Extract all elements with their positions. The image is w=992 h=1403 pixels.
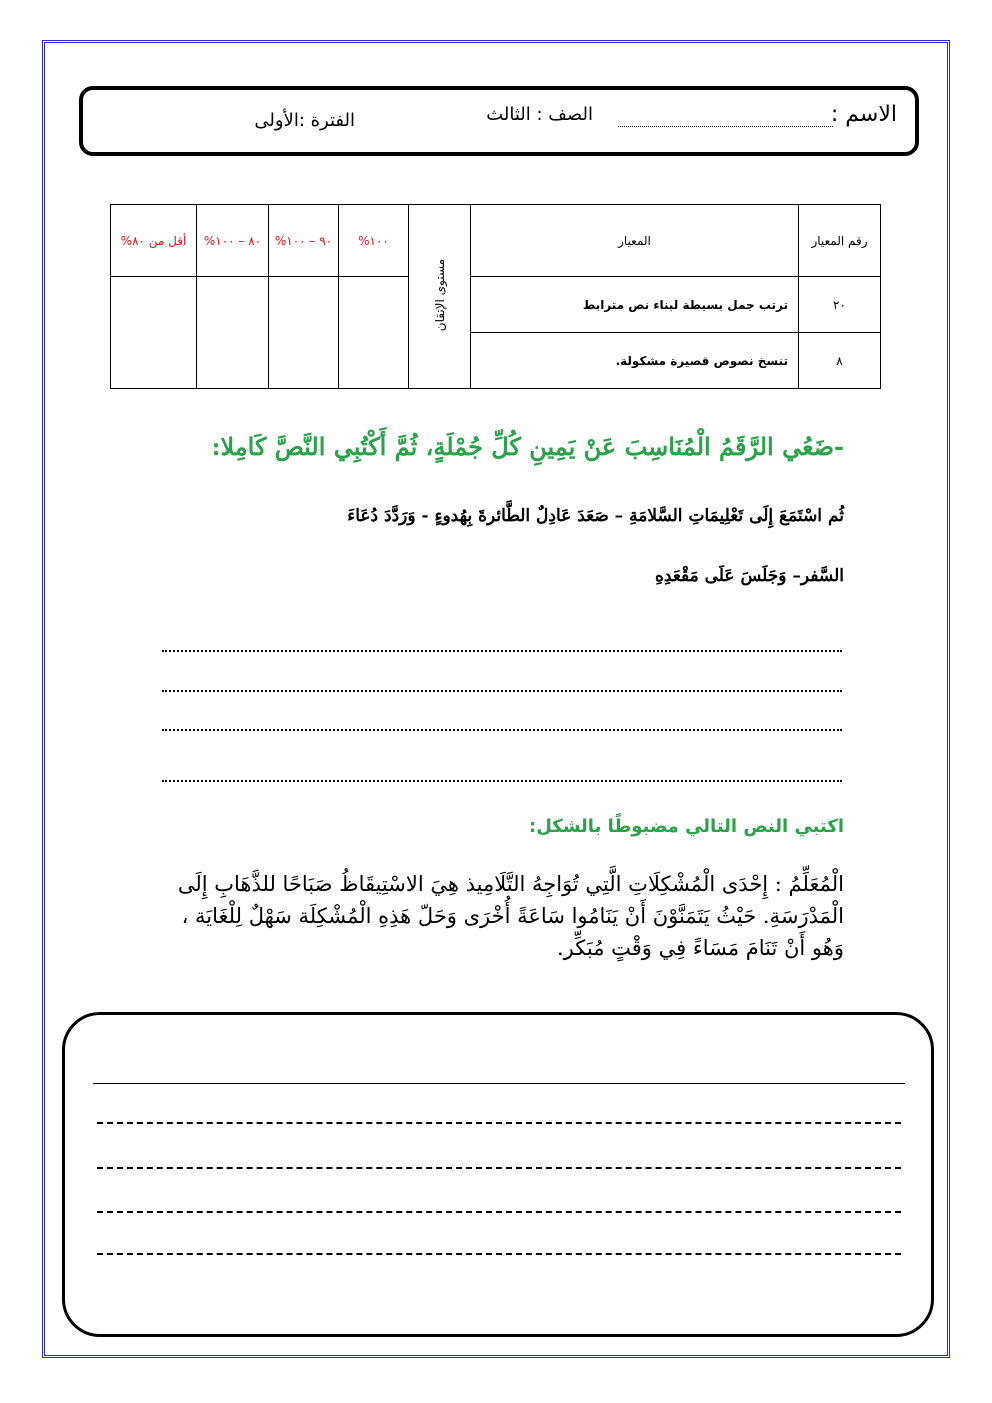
- level-cell[interactable]: [339, 277, 409, 389]
- student-info-box: [79, 86, 919, 156]
- answer-line[interactable]: [162, 729, 842, 731]
- criterion-number: ٨: [799, 333, 881, 389]
- level-cell[interactable]: [111, 277, 197, 389]
- level-cell[interactable]: [197, 277, 269, 389]
- col-level-header: مستوى الإتقان: [409, 205, 471, 389]
- level-90-100: ٩٠ – ١٠٠%: [269, 205, 339, 277]
- writing-box[interactable]: [62, 1012, 934, 1337]
- writing-line[interactable]: [97, 1253, 901, 1255]
- sentences-line-2: السَّفر– وَجَلَسَ عَلَى مَقْعَدِهِ: [654, 566, 844, 586]
- table-row: [111, 277, 881, 333]
- col-criterion-header: المعيار: [471, 205, 799, 277]
- level-100: ١٠٠%: [339, 205, 409, 277]
- exercise1-title: -ضَعُي الرَّقَمُ الْمُنَاسِبَ عَنْ يَمِينِ كُلِّ جُمْلَةٍ، ثُمَّ أَكْتُبِي النَّصَّ كَامِلا:: [211, 432, 844, 461]
- writing-line[interactable]: [97, 1211, 901, 1213]
- level-cell[interactable]: [269, 277, 339, 389]
- name-label: الاسم :: [830, 102, 897, 127]
- criterion-number: ٢٠: [799, 277, 881, 333]
- answer-line[interactable]: [162, 650, 842, 652]
- sentences-line-1: ثُم اسْتَمَعَ إِلَى تَعْلِيمَاتِ السَّلامَةِ – صَعَدَ عَادِلٌ الطَّائرةَ بِهُدوءٍ - وَرَدَّدَ دُعَاءَ: [347, 506, 844, 526]
- term-label: الفترة :الأولى: [254, 110, 355, 131]
- name-field[interactable]: [618, 108, 833, 127]
- writing-line[interactable]: [97, 1122, 901, 1124]
- criteria-table: [110, 204, 881, 389]
- level-80-100: ٨٠ – ١٠٠%: [197, 205, 269, 277]
- answer-line[interactable]: [162, 690, 842, 692]
- exercise2-title: اكتبي النص التالي مضبوطًا بالشكل:: [529, 816, 844, 837]
- passage-text: الْمُعَلِّمُ : إِحْدَى الْمُشْكِلَاتِ الَّتِي تُوَاجِهُ التَّلَامِيذ هِيَ الاسْتِيقَاظُ صَبَاحًا للذَّهَابِ إِلَى الْمَدْرَسَةِ. حَيْثُ يَتَمَنَّوْنَ أَنْ يَنَامُوا سَاعَةً أُخْرَى وَحَلّ هَذِهِ الْمُشْكِلَة سَهْلٌ لِلْغَايَة ، وَهُو أَنْ تَنَامَ مَسَاءً فِي وَقْتٍ مُبَكِّر.: [177, 872, 844, 960]
- writing-line[interactable]: [97, 1167, 901, 1169]
- writing-line[interactable]: [93, 1083, 905, 1084]
- criterion-text: تنسخ نصوص قصيرة مشكولة.: [471, 333, 799, 389]
- level-below-80: أقل من ٨٠%: [111, 205, 197, 277]
- answer-line[interactable]: [162, 780, 842, 782]
- criterion-text: ترتب جمل بسيطة لبناء نص مترابط: [471, 277, 799, 333]
- class-label: الصف : الثالث: [486, 104, 593, 125]
- col-number-header: رقم المعيار: [799, 205, 881, 277]
